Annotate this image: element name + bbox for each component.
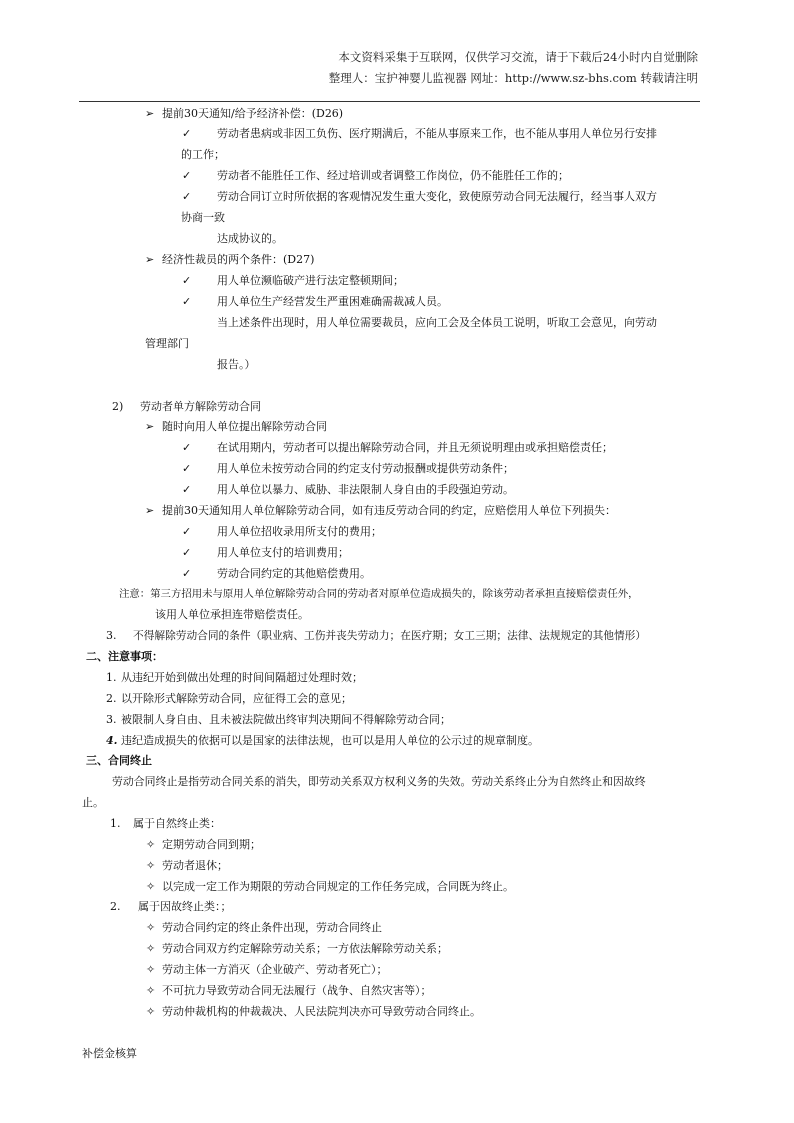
notice-item: 劳动合同订立时所依据的客观情况发生重大变化，致使原劳动合同无法履行，经当事人双方 xyxy=(217,190,657,203)
check-bullet-icon: ✓ xyxy=(182,190,192,203)
advance-item: 劳动合同约定的其他赔偿费用。 xyxy=(217,567,371,580)
notice-item: 劳动者不能胜任工作、经过培训或者调整工作岗位，仍不能胜任工作的； xyxy=(217,169,569,182)
diamond-bullet-icon: ✧ xyxy=(146,838,156,851)
header-disclaimer: 本文资料采集于互联网，仅供学习交流，请于下载后24小时内自觉删除 xyxy=(338,50,698,64)
check-bullet-icon: ✓ xyxy=(182,462,192,475)
arrow-bullet-icon: ➢ xyxy=(145,420,155,433)
arrow-bullet-icon: ➢ xyxy=(145,107,155,120)
header-divider xyxy=(79,101,700,102)
check-bullet-icon: ✓ xyxy=(182,274,192,287)
diamond-bullet-icon: ✧ xyxy=(146,984,156,997)
compensation-heading: 补偿金核算 xyxy=(82,1047,137,1060)
employee-section-number: 2) xyxy=(112,400,124,413)
diamond-bullet-icon: ✧ xyxy=(146,1005,156,1018)
advance-item: 用人单位支付的培训费用； xyxy=(217,546,349,559)
notice-title: 提前30天通知/给予经济补偿：(D26) xyxy=(162,107,344,120)
attention-item: 以开除形式解除劳动合同，应征得工会的意见； xyxy=(121,692,352,705)
check-bullet-icon: ✓ xyxy=(182,169,192,182)
arrow-bullet-icon: ➢ xyxy=(145,253,155,266)
attention-heading: 二、注意事项： xyxy=(86,650,163,663)
check-bullet-icon: ✓ xyxy=(182,441,192,454)
any-time-item: 用人单位未按劳动合同的约定支付劳动报酬或提供劳动条件； xyxy=(217,462,514,475)
any-time-title: 随时向用人单位提出解除劳动合同 xyxy=(162,420,327,433)
check-bullet-icon: ✓ xyxy=(182,295,192,308)
diamond-bullet-icon: ✧ xyxy=(146,942,156,955)
check-bullet-icon: ✓ xyxy=(182,127,192,140)
layoff-title: 经济性裁员的两个条件：(D27) xyxy=(162,253,315,266)
cause-termination-item: 劳动仲裁机构的仲裁裁决、人民法院判决亦可导致劳动合同终止。 xyxy=(162,1005,481,1018)
advance-item: 用人单位招收录用所支付的费用； xyxy=(217,525,382,538)
any-time-item: 在试用期内，劳动者可以提出解除劳动合同，并且无须说明理由或承担赔偿责任； xyxy=(217,441,613,454)
natural-termination-number: 1. xyxy=(110,817,121,830)
arrow-bullet-icon: ➢ xyxy=(145,504,155,517)
no-dismissal-conditions: 不得解除劳动合同的条件（职业病、工伤并丧失劳动力；在医疗期；女工三期；法律、法规规定的其他情形） xyxy=(133,629,647,642)
third-party-note: 注意：第三方招用未与原用人单位解除劳动合同的劳动者对原单位造成损失的，除该劳动者承担直接赔偿责任外， xyxy=(119,588,639,600)
layoff-paragraph: 当上述条件出现时，用人单位需要裁员，应向工会及全体员工说明，听取工会意见，向劳动 xyxy=(217,316,657,329)
layoff-item: 用人单位生产经营发生严重困难确需裁减人员。 xyxy=(217,295,448,308)
termination-intro: 劳动合同终止是指劳动合同关系的消失，即劳动关系双方权利义务的失效。劳动关系终止分为自然终止和因故终 xyxy=(112,775,646,788)
cause-termination-item: 劳动合同约定的终止条件出现，劳动合同终止 xyxy=(162,921,382,934)
diamond-bullet-icon: ✧ xyxy=(146,859,156,872)
attention-item-number: 1. xyxy=(106,671,117,684)
layoff-item: 用人单位濒临破产进行法定整顿期间； xyxy=(217,274,404,287)
attention-item: 从违纪开始到做出处理的时间间隔超过处理时效； xyxy=(121,671,363,684)
notice-item-continuation: 达成协议的。 xyxy=(217,232,283,245)
check-bullet-icon: ✓ xyxy=(182,567,192,580)
diamond-bullet-icon: ✧ xyxy=(146,880,156,893)
header-source: 整理人：宝护神婴儿监视器 网址：http://www.sz-bhs.com 转载请注明 xyxy=(328,71,698,85)
natural-termination-item: 定期劳动合同到期； xyxy=(162,838,261,851)
diamond-bullet-icon: ✧ xyxy=(146,921,156,934)
layoff-paragraph: 报告。） xyxy=(217,358,256,371)
natural-termination-title: 属于自然终止类： xyxy=(133,817,221,830)
advance-title: 提前30天通知用人单位解除劳动合同，如有违反劳动合同的约定，应赔偿用人单位下列损失： xyxy=(162,504,616,517)
check-bullet-icon: ✓ xyxy=(182,525,192,538)
termination-heading: 三、合同终止 xyxy=(86,754,152,767)
attention-item: 违纪造成损失的依据可以是国家的法律法规，也可以是用人单位的公示过的规章制度。 xyxy=(121,734,539,747)
third-party-note-continuation: 该用人单位承担连带赔偿责任。 xyxy=(155,608,309,621)
no-dismissal-number: 3. xyxy=(106,629,117,642)
diamond-bullet-icon: ✧ xyxy=(146,963,156,976)
attention-item-number: 3. xyxy=(106,713,117,726)
notice-item-continuation: 的工作； xyxy=(181,148,225,161)
natural-termination-item: 以完成一定工作为期限的劳动合同规定的工作任务完成，合同既为终止。 xyxy=(162,880,514,893)
termination-intro-continuation: 止。 xyxy=(82,796,104,809)
natural-termination-item: 劳动者退休； xyxy=(162,859,228,872)
layoff-paragraph: 管理部门 xyxy=(145,337,189,350)
any-time-item: 用人单位以暴力、威胁、非法限制人身自由的手段强迫劳动。 xyxy=(217,483,514,496)
check-bullet-icon: ✓ xyxy=(182,483,192,496)
notice-item-continuation: 协商一致 xyxy=(181,211,225,224)
check-bullet-icon: ✓ xyxy=(182,546,192,559)
attention-item-number: 2. xyxy=(106,692,117,705)
attention-item-number: 4. xyxy=(106,734,118,747)
cause-termination-title: 属于因故终止类：； xyxy=(138,900,232,913)
attention-item: 被限制人身自由、且未被法院做出终审判决期间不得解除劳动合同； xyxy=(121,713,451,726)
cause-termination-number: 2. xyxy=(110,900,121,913)
cause-termination-item: 劳动合同双方约定解除劳动关系；一方依法解除劳动关系； xyxy=(162,942,448,955)
cause-termination-item: 不可抗力导致劳动合同无法履行（战争、自然灾害等）； xyxy=(162,984,432,997)
notice-item: 劳动者患病或非因工负伤、医疗期满后，不能从事原来工作，也不能从事用人单位另行安排 xyxy=(217,127,657,140)
employee-section-title: 劳动者单方解除劳动合同 xyxy=(140,400,261,413)
cause-termination-item: 劳动主体一方消灭（企业破产、劳动者死亡）； xyxy=(162,963,388,976)
